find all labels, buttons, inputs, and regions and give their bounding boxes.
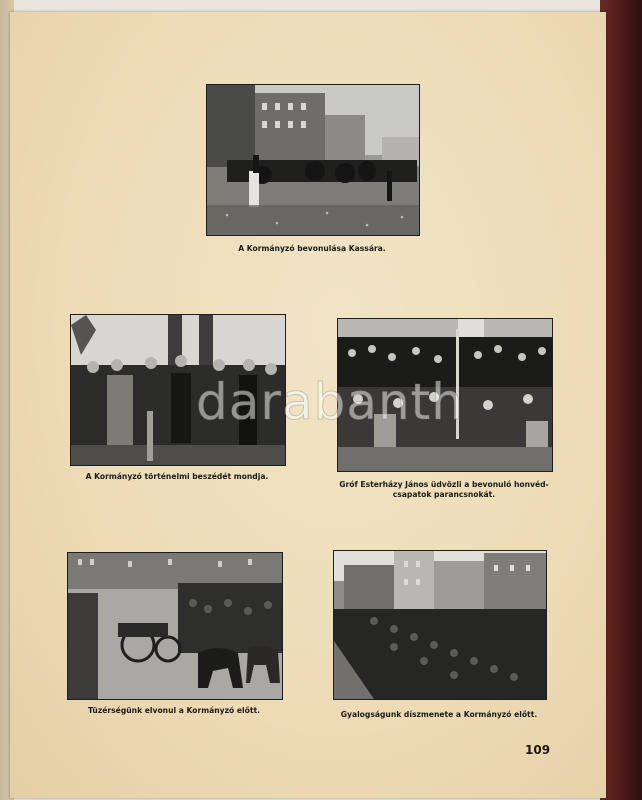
photo-entry-kassa (206, 84, 420, 236)
photo-artillery (67, 552, 283, 700)
photo-artillery-caption: Tüzérségünk elvonul a Kormányzó előtt. (87, 706, 261, 715)
photo-esterhazy-greeting-caption (326, 480, 562, 500)
caption-line: Gróf Esterházy János üdvözli a bevonuló honvéd- (339, 480, 549, 489)
photo-regent-speech-caption: A Kormányzó történelmi beszédét mondja. (85, 472, 269, 481)
page-number: 109 (525, 743, 551, 757)
photo-infantry-parade (333, 550, 547, 700)
photo-regent-speech (70, 314, 286, 466)
watermark-logo: darabanth (196, 373, 464, 431)
photo-entry-kassa-caption: A Kormányzó bevonulása Kassára. (238, 244, 386, 253)
album-page (10, 12, 606, 798)
caption-line: csapatok parancsnokát. (392, 490, 496, 499)
photo-infantry-parade-caption: Gyalogságunk díszmenete a Kormányzó előtt. (340, 710, 538, 719)
photo-esterhazy-greeting (337, 318, 553, 472)
book-cover-right (600, 0, 642, 800)
